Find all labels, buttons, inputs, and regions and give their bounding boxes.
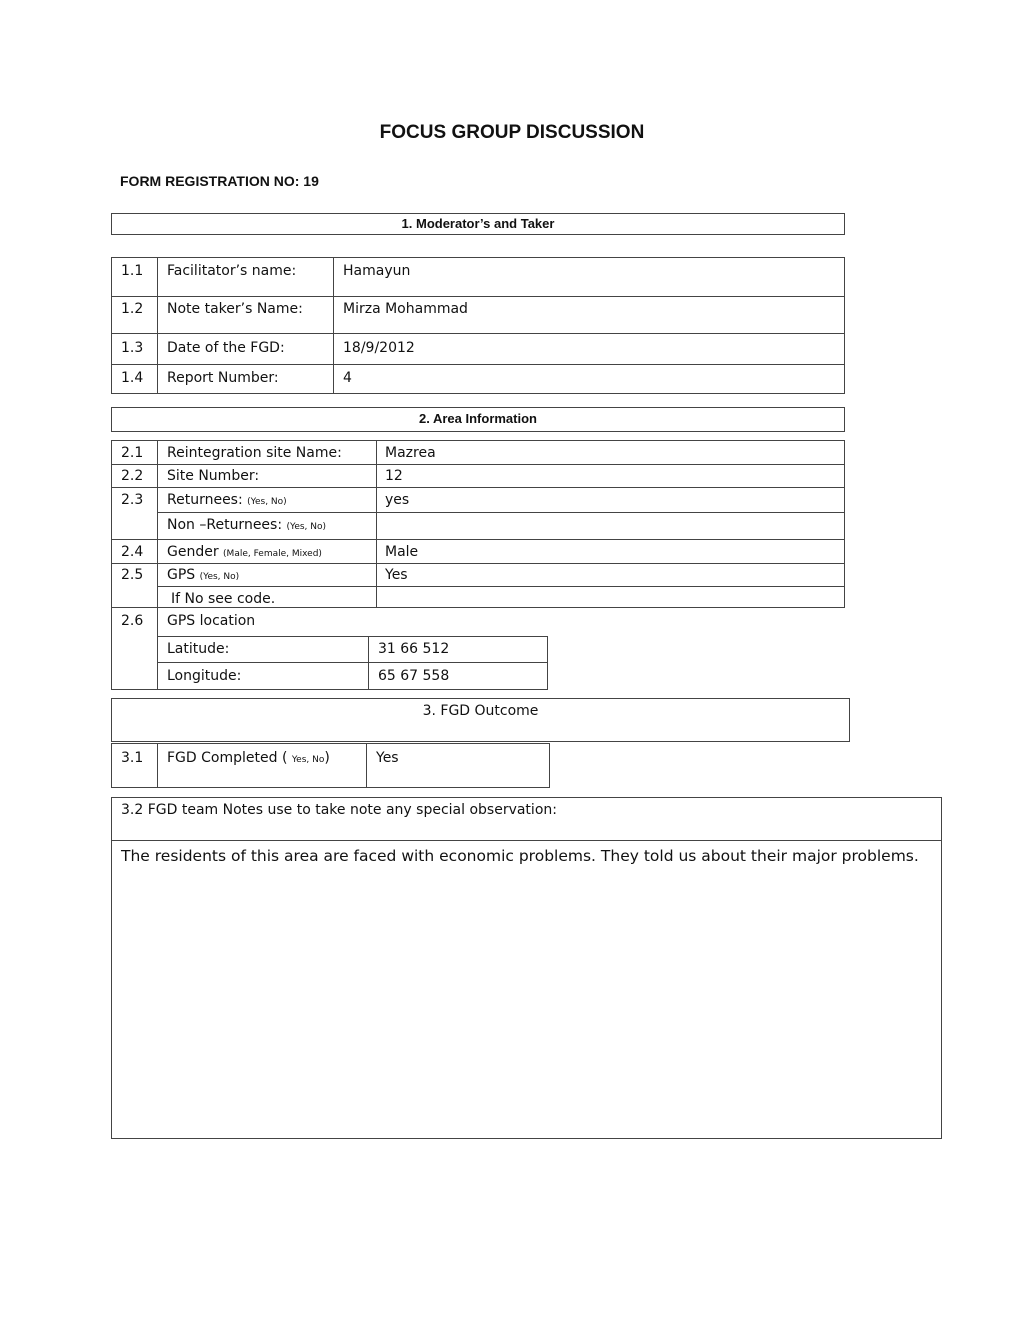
returnees-label-text: Returnees: xyxy=(167,492,243,508)
returnees-value: yes xyxy=(385,492,410,508)
fgd-completed-label xyxy=(167,750,330,768)
notes-text: The residents of this area are faced with economic problems. They told us about their major problems. xyxy=(121,847,919,865)
latitude-value: 31 66 512 xyxy=(378,641,450,657)
row-2-1-number: 2.1 xyxy=(121,445,144,461)
returnees-label xyxy=(167,492,287,510)
section-2-heading: 2. Area Information xyxy=(419,411,537,426)
notes-header: 3.2 FGD team Notes use to take note any special observation: xyxy=(121,802,557,818)
fgd-date-label: Date of the FGD: xyxy=(167,340,285,356)
non-returnees-label xyxy=(167,517,326,535)
row-1-3-number: 1.3 xyxy=(121,340,144,356)
non-returnees-options: (Yes, No) xyxy=(286,522,327,532)
row-2-3-number: 2.3 xyxy=(121,492,144,508)
row-2-5-number: 2.5 xyxy=(121,567,144,583)
section-3-heading: 3. FGD Outcome xyxy=(422,703,539,719)
site-number-label: Site Number: xyxy=(167,468,260,484)
row-1-4-number: 1.4 xyxy=(121,370,144,386)
note-taker-label: Note taker’s Name: xyxy=(167,301,303,317)
fgd-date-value: 18/9/2012 xyxy=(343,340,415,356)
facilitator-name-label: Facilitator’s name: xyxy=(167,263,297,279)
non-returnees-label-text: Non –Returnees: xyxy=(167,517,283,533)
site-name-value: Mazrea xyxy=(385,445,436,461)
gender-label xyxy=(167,544,322,562)
longitude-value: 65 67 558 xyxy=(378,668,450,684)
gender-value: Male xyxy=(385,544,419,560)
facilitator-name-value: Hamayun xyxy=(343,263,411,279)
row-1-2-number: 1.2 xyxy=(121,301,144,317)
form-registration-number: FORM REGISTRATION NO: 19 xyxy=(120,173,319,189)
gps-value: Yes xyxy=(385,567,408,583)
row-2-6-number: 2.6 xyxy=(121,613,144,629)
fgd-completed-options: Yes, No xyxy=(291,755,325,765)
fgd-completed-close-paren: ) xyxy=(324,750,330,766)
fgd-completed-value: Yes xyxy=(376,750,399,766)
fgd-completed-label-text: FGD Completed ( xyxy=(167,750,288,766)
row-1-1-number: 1.1 xyxy=(121,263,144,279)
row-2-2-number: 2.2 xyxy=(121,468,144,484)
section-1-heading: 1. Moderator’s and Taker xyxy=(401,216,555,231)
gps-options: (Yes, No) xyxy=(199,572,240,582)
gps-location-label: GPS location xyxy=(167,613,256,629)
gps-code-note-label: If No see code. xyxy=(171,591,276,607)
longitude-label: Longitude: xyxy=(167,668,242,684)
report-number-label: Report Number: xyxy=(167,370,279,386)
gender-options: (Male, Female, Mixed) xyxy=(223,549,322,559)
site-number-value: 12 xyxy=(385,468,403,484)
gps-label xyxy=(167,567,239,585)
row-3-1-number: 3.1 xyxy=(121,750,144,766)
report-number-value: 4 xyxy=(343,370,352,386)
latitude-label: Latitude: xyxy=(167,641,230,657)
returnees-options: (Yes, No) xyxy=(247,497,287,507)
site-name-label: Reintegration site Name: xyxy=(167,445,342,461)
gps-label-text: GPS xyxy=(167,567,196,583)
gender-label-text: Gender xyxy=(167,544,219,560)
page-title: FOCUS GROUP DISCUSSION xyxy=(379,122,645,143)
row-2-4-number: 2.4 xyxy=(121,544,144,560)
note-taker-value: Mirza Mohammad xyxy=(343,301,468,317)
